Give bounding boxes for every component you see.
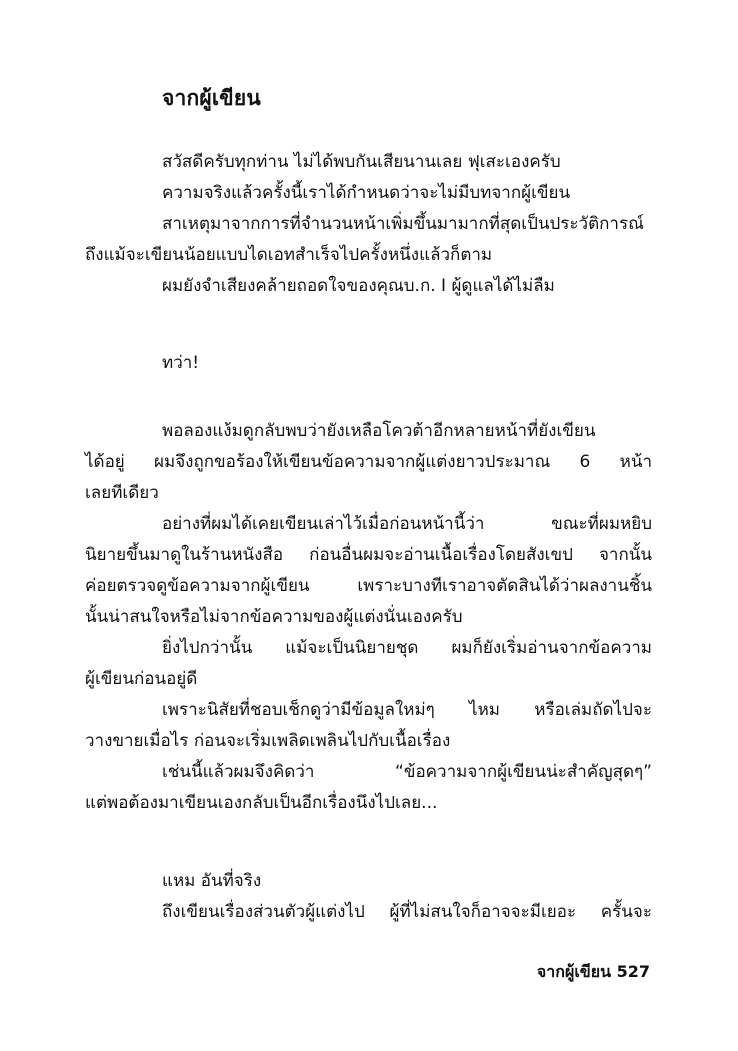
running-footer: จากผู้เขียน 527 [536,962,650,981]
page-title: จากผู้เขียน [162,86,261,110]
paragraph-line: ถึงแม้จะเขียนน้อยแบบไดเอทสำเร็จไปครั้งหนึ่งแล้วก็ตาม [85,245,493,265]
paragraph-line: สาเหตุมาจากการที่จำนวนหน้าเพิ่มขึ้นมามากที่สุดเป็นประวัติการณ์ [162,214,644,234]
paragraph-line: เช่นนี้แล้วผมจึงคิดว่า “ข้อความจากผู้เขียนน่ะสำคัญสุดๆ” [162,762,652,782]
paragraph-line: ค่อยตรวจดูข้อความจากผู้เขียน เพราะบางทีเราอาจตัดสินได้ว่าผลงานชิ้น [85,576,652,596]
paragraph-line: ความจริงแล้วครั้งนี้เราได้กำหนดว่าจะไม่มีบทจากผู้เขียน [162,183,571,203]
paragraph-line: อย่างที่ผมได้เคยเขียนเล่าไว้เมื่อก่อนหน้านี้ว่า ขณะที่ผมหยิบ [162,514,652,534]
paragraph-line: ผู้เขียนก่อนอยู่ดี [85,669,198,689]
paragraph-line: เลยทีเดียว [85,483,159,503]
paragraph-line: ได้อยู่ ผมจึงถูกขอร้องให้เขียนข้อความจากผู้แต่งยาวประมาณ 6 หน้า [85,452,652,472]
paragraph-line: ทว่า! [162,353,200,373]
paragraph-line: แต่พอต้องมาเขียนเองกลับเป็นอีกเรื่องนึงไปเลย... [85,793,438,813]
paragraph-line: ยิ่งไปกว่านั้น แม้จะเป็นนิยายชุด ผมก็ยังเริ่มอ่านจากข้อความ [162,638,652,658]
paragraph-line: นั้นน่าสนใจหรือไม่จากข้อความของผู้แต่งนั่นเองครับ [85,607,463,627]
paragraph-line: ถึงเขียนเรื่องส่วนตัวผู้แต่งไป ผู้ที่ไม่สนใจก็อาจจะมีเยอะ ครั้นจะ [162,902,652,922]
paragraph-line: พอลองแง้มดูกลับพบว่ายังเหลือโควต้าอีกหลายหน้าที่ยังเขียน [162,421,596,441]
paragraph-line: วางขายเมื่อไร ก่อนจะเริ่มเพลิดเพลินไปกับเนื้อเรื่อง [85,731,451,751]
paragraph-line: ผมยังจำเสียงคล้ายถอดใจของคุณบ.ก. I ผู้ดูแลได้ไม่ลืม [162,276,555,296]
paragraph-line: เพราะนิสัยที่ชอบเช็กดูว่ามีข้อมูลใหม่ๆ ไหม หรือเล่มถัดไปจะ [162,700,652,720]
paragraph-line: สวัสดีครับทุกท่าน ไม่ได้พบกันเสียนานเลย ฟุเสะเองครับ [162,152,561,172]
paragraph-line: แหม อันที่จริง [162,871,262,891]
paragraph-line: นิยายขึ้นมาดูในร้านหนังสือ ก่อนอื่นผมจะอ่านเนื้อเรื่องโดยสังเขป จากนั้น [85,545,652,565]
